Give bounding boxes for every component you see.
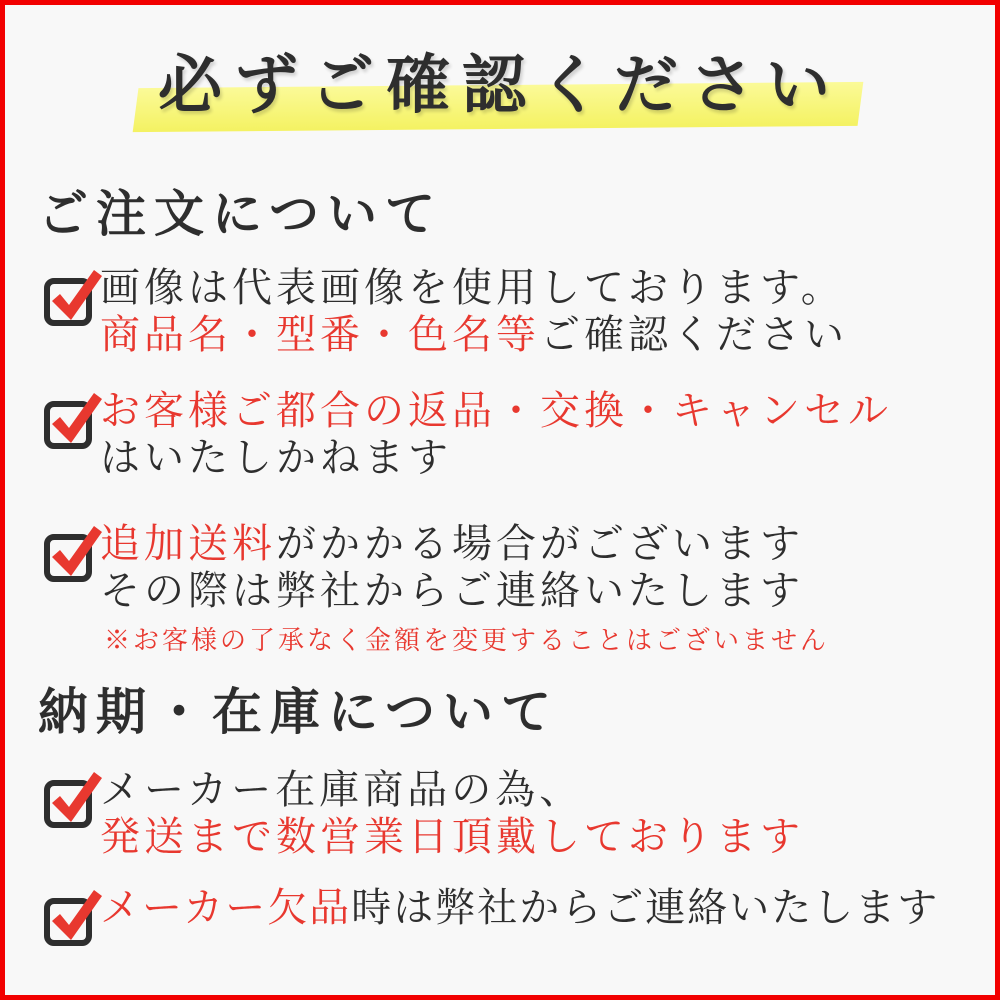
- item-line: [100, 567, 1000, 614]
- item-text: [100, 262, 1000, 358]
- item-line: [100, 520, 1000, 567]
- checkbox-checked-icon: [44, 389, 104, 449]
- item-text: [100, 385, 1000, 481]
- line-text-segment: がかかる場合がございます: [276, 521, 804, 566]
- checklist-item-maker-out-of-stock: [0, 882, 1000, 931]
- line-text-segment-red: 追加送料: [100, 521, 276, 566]
- line-text-segment: メーカー在庫商品の為、: [100, 767, 584, 812]
- line-text-segment: はいたしかねます: [100, 435, 452, 480]
- checklist-item-returns: [0, 385, 1000, 481]
- line-text-segment-red: 発送まで数営業日頂戴しております: [100, 814, 804, 859]
- item-line: [100, 264, 1000, 311]
- item-line: [100, 434, 1000, 481]
- line-text-segment-red: 商品名・型番・色名等: [100, 312, 540, 357]
- checkbox-checked-icon: [44, 886, 104, 946]
- line-text-segment: 時は弊社からご連絡いたします: [351, 885, 940, 930]
- line-text-segment-red: メーカー欠品: [100, 885, 352, 930]
- section-heading-order: ご注文について: [38, 186, 443, 242]
- checkbox-checked-icon: [44, 266, 104, 326]
- checkbox-checked-icon: [44, 522, 104, 582]
- line-text-segment: ご確認ください: [540, 312, 848, 357]
- page-header: [0, 38, 1000, 134]
- item-text: [100, 764, 1000, 860]
- item-line: [100, 387, 1000, 434]
- checklist-item-representative-image: [0, 262, 1000, 358]
- checkbox-checked-icon: [44, 768, 104, 828]
- line-text-segment: 画像は代表画像を使用しております。: [100, 265, 845, 310]
- item-text: [100, 518, 1000, 656]
- page-title-text: 必ずご確認ください: [158, 50, 842, 121]
- line-text-segment-red: ※お客様の了承なく金額を変更することはございません: [104, 626, 830, 655]
- item-line: [100, 311, 1000, 358]
- item-line: [100, 766, 1000, 813]
- checklist-item-maker-stock: [0, 764, 1000, 860]
- line-text-segment-red: お客様ご都合の返品・交換・キャンセル: [100, 388, 892, 433]
- item-note-line: [100, 626, 1000, 656]
- item-text: [100, 882, 1000, 931]
- item-line: [100, 813, 1000, 860]
- page-title: [152, 38, 848, 134]
- item-line: [100, 884, 1000, 931]
- line-text-segment: その際は弊社からご連絡いたします: [100, 568, 804, 613]
- checklist-item-extra-shipping: [0, 518, 1000, 656]
- section-heading-stock: 納期・在庫について: [38, 684, 559, 740]
